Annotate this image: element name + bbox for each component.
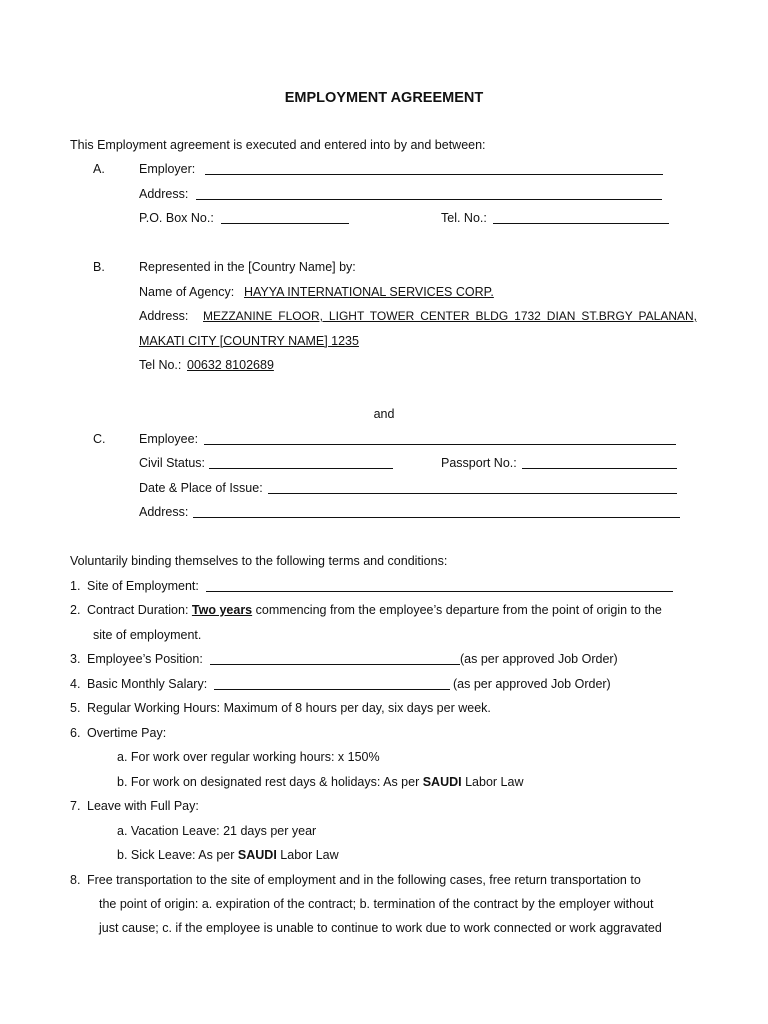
employee-address-field-line[interactable] [193, 517, 680, 518]
contract-duration-rest: commencing from the employee’s departure from the point of origin to the [255, 603, 662, 617]
term-3-number: 3. [70, 652, 81, 666]
site-of-employment-field-line[interactable] [206, 591, 673, 592]
agency-address-line1: MEZZANINE FLOOR, LIGHT TOWER CENTER BLDG 1732 DIAN ST.BRGY PALANAN, [203, 309, 697, 323]
intro-text: This Employment agreement is executed and entered into by and between: [70, 138, 486, 152]
party-c-marker: C. [93, 432, 106, 446]
term-2-number: 2. [70, 603, 81, 617]
overtime-item-b-country: SAUDI [422, 775, 462, 789]
salary-label: Basic Monthly Salary: [87, 677, 208, 691]
overtime-item-a: a. For work over regular working hours: x 150% [117, 750, 380, 764]
overtime-item-b-suffix: Labor Law [461, 775, 524, 789]
position-note: (as per approved Job Order) [460, 652, 618, 666]
leave-item-a: a. Vacation Leave: 21 days per year [117, 824, 317, 838]
overtime-item-b [117, 774, 523, 790]
employee-address-label: Address: [139, 505, 189, 519]
leave-text: Leave with Full Pay: [87, 799, 199, 813]
contract-duration-label: Contract Duration: [87, 603, 189, 617]
agency-label: Name of Agency: [139, 285, 235, 299]
represented-text: Represented in the [Country Name] by: [139, 260, 356, 274]
po-box-field-line[interactable] [221, 223, 349, 224]
employer-address-label: Address: [139, 187, 189, 201]
contract-duration-continued: site of employment. [93, 628, 202, 642]
site-of-employment-label: Site of Employment: [87, 579, 199, 593]
position-field-line[interactable] [210, 664, 460, 665]
agency-tel-value: 00632 8102689 [187, 358, 274, 372]
overtime-pay-text: Overtime Pay: [87, 726, 167, 740]
overtime-item-b-text: b. For work on designated rest days & holidays: As per [117, 775, 423, 789]
transportation-line1: Free transportation to the site of employment and in the following cases, free return transportation to [87, 873, 641, 887]
salary-note: (as per approved Job Order) [453, 677, 611, 691]
employer-address-field-line[interactable] [196, 199, 662, 200]
employer-field-line[interactable] [205, 174, 663, 175]
party-b-marker: B. [93, 260, 105, 274]
salary-field-line[interactable] [214, 689, 450, 690]
passport-label: Passport No.: [441, 456, 517, 470]
term-8-number: 8. [70, 873, 81, 887]
contract-duration-text [87, 602, 662, 618]
date-place-label: Date & Place of Issue: [139, 481, 263, 495]
date-place-field-line[interactable] [268, 493, 677, 494]
position-label: Employee’s Position: [87, 652, 203, 666]
term-6-number: 6. [70, 726, 81, 740]
term-7-number: 7. [70, 799, 81, 813]
transportation-line3: just cause; c. if the employee is unable to continue to work due to work connected or work aggravated [99, 921, 662, 935]
leave-item-b-country: SAUDI [237, 848, 277, 862]
party-a-marker: A. [93, 162, 105, 176]
contract-duration-value: Two years [191, 603, 253, 617]
term-5-number: 5. [70, 701, 81, 715]
terms-intro: Voluntarily binding themselves to the following terms and conditions: [70, 554, 448, 568]
employee-field-line[interactable] [204, 444, 676, 445]
passport-field-line[interactable] [522, 468, 677, 469]
agency-name: HAYYA INTERNATIONAL SERVICES CORP. [244, 285, 494, 299]
agency-address-line2: MAKATI CITY [COUNTRY NAME] 1235 [139, 334, 359, 348]
term-1-number: 1. [70, 579, 81, 593]
civil-status-field-line[interactable] [209, 468, 393, 469]
agency-address-label: Address: [139, 309, 189, 323]
leave-item-b-text: b. Sick Leave: As per [117, 848, 238, 862]
employer-label: Employer: [139, 162, 196, 176]
working-hours-text: Regular Working Hours: Maximum of 8 hours per day, six days per week. [87, 701, 491, 715]
po-box-label: P.O. Box No.: [139, 211, 214, 225]
term-4-number: 4. [70, 677, 81, 691]
transportation-line2: the point of origin: a. expiration of the contract; b. termination of the contract by the employer without [99, 897, 654, 911]
leave-item-b [117, 847, 339, 863]
civil-status-label: Civil Status: [139, 456, 205, 470]
agency-tel-label: Tel No.: [139, 358, 182, 372]
leave-item-b-suffix: Labor Law [276, 848, 339, 862]
employer-tel-label: Tel. No.: [441, 211, 487, 225]
and-text: and [373, 407, 395, 421]
document-title: EMPLOYMENT AGREEMENT [284, 90, 484, 106]
employee-label: Employee: [139, 432, 199, 446]
employer-tel-field-line[interactable] [493, 223, 669, 224]
